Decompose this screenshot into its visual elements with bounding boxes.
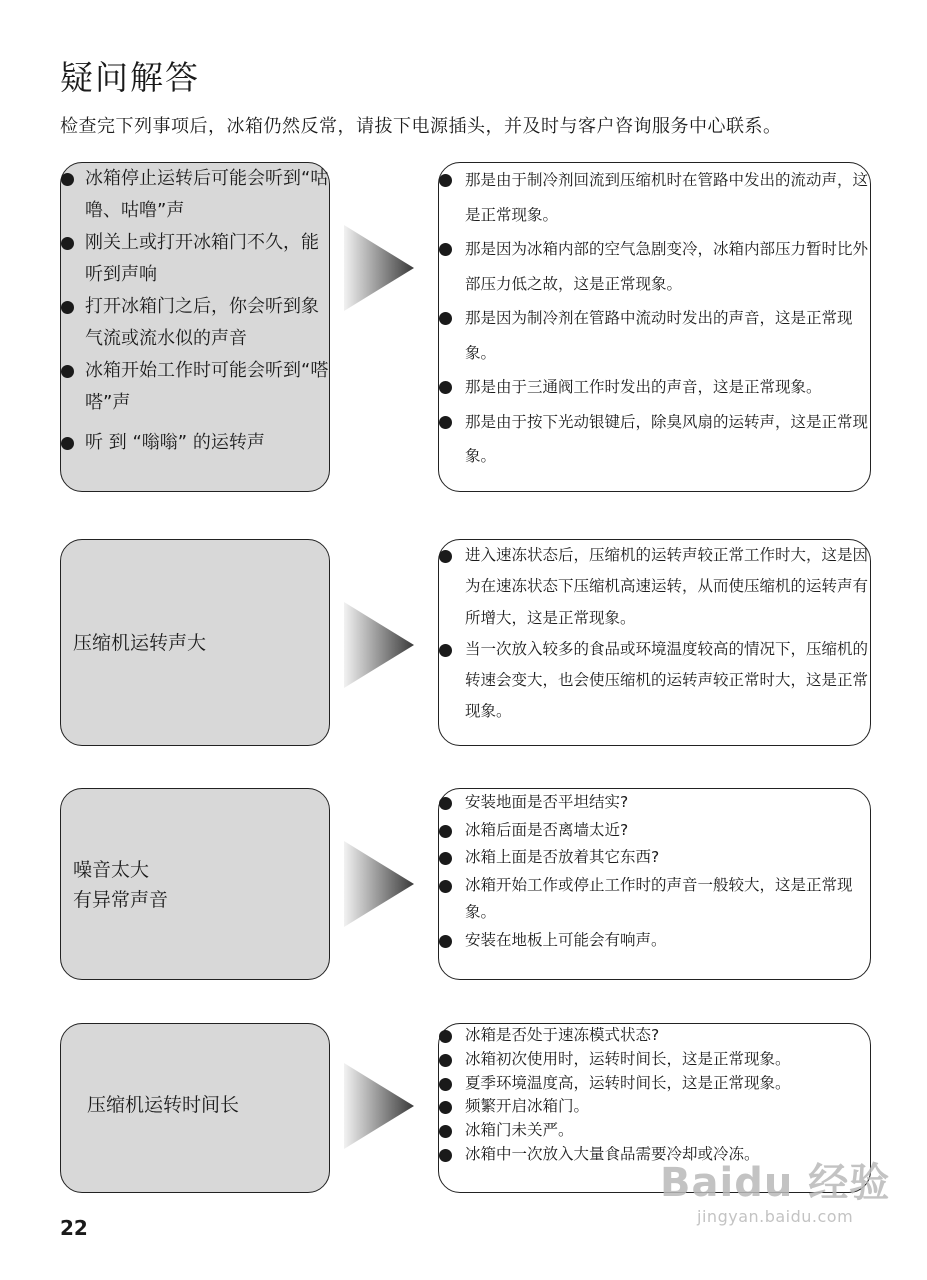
answer-item-text: 当一次放入较多的食品或环境温度较高的情况下，压缩机的转速会变大，也会使压缩机的运转声较正常时大，这是正常现象。 — [465, 639, 869, 721]
answer-item-text: 夏季环境温度高，运转时间长，这是正常现象。 — [465, 1073, 791, 1092]
answer-item — [439, 405, 870, 474]
bullet-icon — [439, 797, 452, 810]
answer-item — [439, 1048, 870, 1072]
issue-item-text: 刚关上或打开冰箱门不久，能听到声响 — [85, 232, 319, 285]
answer-item — [439, 1095, 870, 1119]
bullet-icon — [61, 173, 74, 186]
answer-item-text: 冰箱中一次放入大量食品需要冷却或冷冻。 — [465, 1144, 760, 1163]
issue-item-text: 打开冰箱门之后，你会听到象气流或流水似的声音 — [85, 296, 319, 349]
bullet-icon — [439, 644, 452, 657]
bullet-icon — [439, 852, 452, 865]
answer-item-text: 那是由于按下光动银键后，除臭风扇的运转声，这是正常现象。 — [465, 412, 869, 465]
page-title: 疑问解答 — [60, 58, 200, 97]
answer-item — [439, 1072, 870, 1096]
arrow-right-icon — [344, 841, 414, 927]
issue-item — [61, 291, 329, 355]
issue-box-3 — [60, 788, 330, 980]
answer-item — [439, 232, 870, 301]
issue-box-2 — [60, 539, 330, 746]
bullet-icon — [61, 437, 74, 450]
issue-item — [61, 163, 329, 227]
answer-item — [439, 540, 870, 634]
bullet-icon — [61, 365, 74, 378]
answer-item-text: 安装地面是否平坦结实? — [465, 793, 629, 811]
bullet-icon — [439, 174, 452, 187]
answer-item — [439, 301, 870, 370]
answer-item-text: 冰箱上面是否放着其它东西? — [465, 848, 660, 866]
bullet-icon — [439, 880, 452, 893]
answer-box-1 — [438, 162, 871, 492]
bullet-icon — [439, 1078, 452, 1091]
bullet-icon — [439, 550, 452, 563]
bullet-icon — [439, 381, 452, 394]
answer-item — [439, 817, 870, 845]
page-number: 22 — [60, 1216, 88, 1240]
answer-box-2 — [438, 539, 871, 746]
answer-box-3 — [438, 788, 871, 980]
answer-item-text: 冰箱初次使用时，运转时间长，这是正常现象。 — [465, 1049, 791, 1068]
issue-item-text: 冰箱开始工作时可能会听到“嗒嗒”声 — [85, 360, 329, 413]
answer-item-text: 安装在地板上可能会有响声。 — [465, 930, 667, 949]
answer-item — [439, 163, 870, 232]
answer-item — [439, 789, 870, 817]
watermark-url: jingyan.baidu.com — [697, 1207, 854, 1226]
answer-item-text: 频繁开启冰箱门。 — [465, 1097, 590, 1116]
answer-item-text: 冰箱是否处于速冻模式状态? — [465, 1026, 660, 1044]
bullet-icon — [439, 416, 452, 429]
intro-text: 检查完下列事项后，冰箱仍然反常，请拔下电源插头，并及时与客户咨询服务中心联系。 — [60, 116, 782, 137]
bullet-icon — [439, 1030, 452, 1043]
bullet-icon — [439, 1101, 452, 1114]
issue-box-4 — [60, 1023, 330, 1193]
answer-item-text: 冰箱门未关严。 — [465, 1121, 574, 1140]
answer-item-text: 进入速冻状态后，压缩机的运转声较正常工作时大，这是因为在速冻状态下压缩机高速运转，从而使压缩机的运转声有所增大，这是正常现象。 — [465, 546, 869, 627]
answer-item — [439, 1119, 870, 1143]
answer-item-text: 那是由于制冷剂回流到压缩机时在管路中发出的流动声，这是正常现象。 — [465, 171, 869, 224]
watermark — [660, 1160, 890, 1228]
bullet-icon — [439, 312, 452, 325]
issue-line-1: 噪音太大 — [73, 859, 150, 881]
issue-item — [61, 427, 329, 459]
arrow-right-icon — [344, 602, 414, 688]
bullet-icon — [61, 301, 74, 314]
answer-item-text: 那是因为制冷剂在管路中流动时发出的声音，这是正常现象。 — [465, 309, 853, 362]
answer-item-text: 冰箱后面是否离墙太近? — [465, 820, 629, 839]
issue-item-text: 听 到 “嗡嗡” 的运转声 — [85, 432, 265, 453]
answer-item — [439, 370, 870, 405]
issue-label: 压缩机运转声大 — [73, 632, 207, 654]
answer-item-text: 那是因为冰箱内部的空气急剧变冷，冰箱内部压力暂时比外部压力低之故，这是正常现象。 — [465, 240, 869, 293]
bullet-icon — [439, 825, 452, 838]
issue-line-2: 有异常声音 — [73, 889, 169, 911]
answer-item — [439, 872, 870, 927]
issue-box-1 — [60, 162, 330, 492]
bullet-icon — [439, 1149, 452, 1162]
bullet-icon — [439, 243, 452, 256]
bullet-icon — [439, 1054, 452, 1067]
watermark-logo-text: Baidu 经验 — [660, 1160, 891, 1206]
bullet-icon — [439, 935, 452, 948]
issue-item — [61, 227, 329, 291]
issue-label: 压缩机运转时间长 — [87, 1094, 240, 1116]
answer-item — [439, 927, 870, 955]
issue-label — [73, 855, 168, 915]
answer-item — [439, 634, 870, 728]
arrow-right-icon — [344, 1063, 414, 1149]
bullet-icon — [439, 1125, 452, 1138]
answer-item — [439, 844, 870, 872]
answer-item — [439, 1024, 870, 1048]
arrow-right-icon — [344, 225, 414, 311]
issue-item-text: 冰箱停止运转后可能会听到“咕噜、咕噜”声 — [85, 168, 329, 221]
bullet-icon — [61, 237, 74, 250]
answer-item-text: 那是由于三通阀工作时发出的声音，这是正常现象。 — [465, 378, 822, 396]
issue-item — [61, 355, 329, 419]
answer-item-text: 冰箱开始工作或停止工作时的声音一般较大，这是正常现象。 — [465, 875, 853, 921]
